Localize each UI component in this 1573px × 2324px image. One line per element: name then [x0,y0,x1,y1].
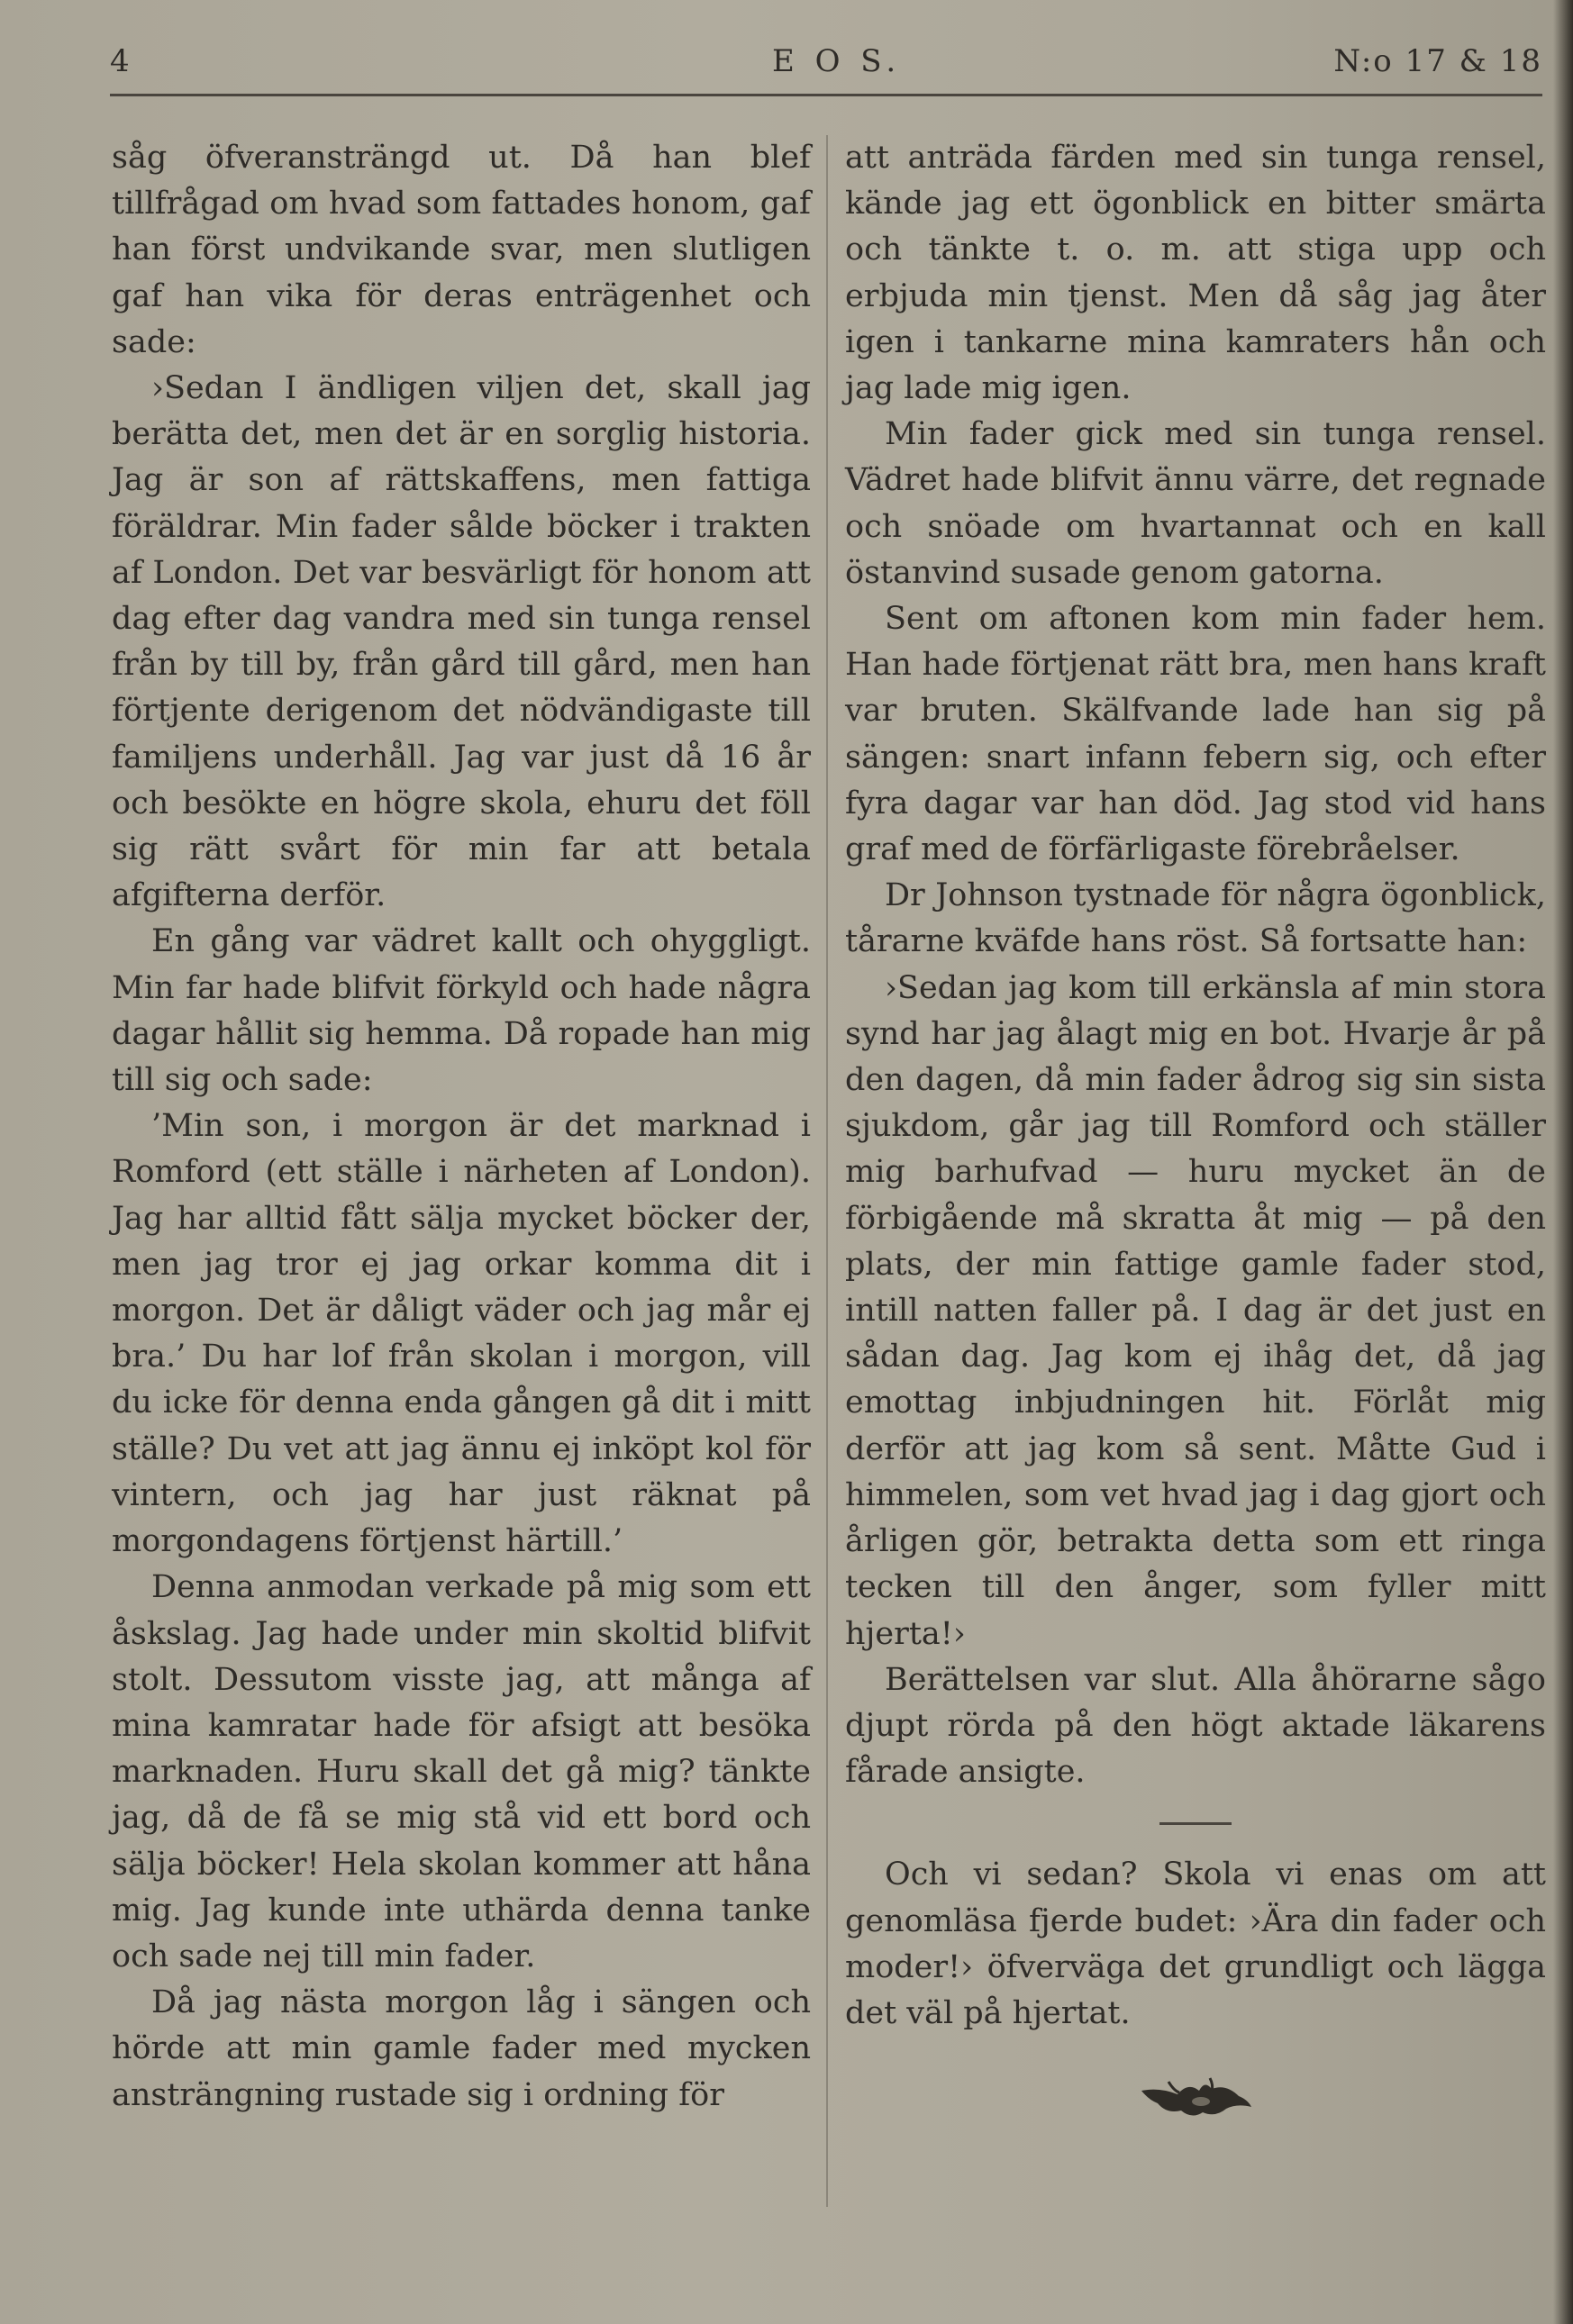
paragraph: Berättelsen var slut. Alla åhörarne sågo djupt rörda på den högt aktade läkarens fårade ansigte. [845,1661,1546,1791]
column-divider [826,135,828,2207]
header-rule [110,94,1542,96]
paragraph: Dr Johnson tystnade för några ögonblick, tårarne kväfde hans röst. Så fortsatte han: [845,877,1546,960]
publication-title: E O S. [772,43,902,79]
paragraph: En gång var vädret kallt och ohyggligt. Min far hade blifvit förkyld och hade några dagar hållit sig hemma. Då ropade han mig till sig och sade: [112,923,811,1099]
paragraph: Då jag nästa morgon låg i sängen och hörde att min gamle fader med mycken ansträngning rustade sig i ordning för [112,1984,811,2113]
paragraph: Sent om aftonen kom min fader hem. Han hade förtjenat rätt bra, men hans kraft var bruten. Skälfvande lade han sig på sängen: snart infann febern sig, och efter fyra dagar var han död. Jag stod vid hans graf med de förfärligaste förebråelser. [845,601,1546,868]
vignette-ornament-icon [1132,2064,1259,2127]
paragraph: ›Sedan jag kom till erkänsla af min stora synd har jag ålagt mig en bot. Hvarje år på den dagen, då min fader ådrog sig sin sista sjukdom, går jag till Romford och ställer mig barhufvad — huru mycket än de förbigående må skratta åt mig — på den plats, der min fattige gamle fader stod, intill natten faller på. I dag är det just en sådan dag. Jag kom ej ihåg det, då jag emottag inbjudningen hit. Förlåt mig derför att jag kom så sent. Måtte Gud i himmelen, som vet hvad jag i dag gjort och årligen gör, betrakta detta som ett ringa tecken till den ånger, som fyller mitt hjerta!› [845,969,1546,1652]
paragraph: Min fader gick med sin tunga rensel. Vädret hade blifvit ännu värre, det regnade och snöade om hvartannat och en kall östanvind susade genom gatorna. [845,416,1546,591]
issue-number: N:o 17 & 18 [1333,43,1542,79]
paragraph: Denna anmodan verkade på mig som ett åskslag. Jag hade under min skoltid blifvit stolt. Dessutom visste jag, att många af mina kamratar hade för afsigt att besöka marknaden. Huru skall det gå mig? tänkte jag, då de få se mig stå vid ett bord och sälja böcker! Hela skolan kommer att håna mig. Jag kunde inte uthärda denna tanke och sade nej till min fader. [112,1569,811,1974]
closing-paragraph: Och vi sedan? Skola vi enas om att genomläsa fjerde budet: ›Ära din fader och moder!› öfverväga det grundligt och lägga det väl på hjertat. [845,1856,1546,2031]
page-number: 4 [110,43,131,79]
paragraph: såg öfveransträngd ut. Då han blef tillfrågad om hvad som fattades honom, gaf han först undvikande svar, men slutligen gaf han vika för deras enträgenhet och sade: [112,140,811,360]
section-rule [1159,1822,1232,1825]
paragraph: att anträda färden med sin tunga rensel, kände jag ett ögonblick en bitter smärta och tänkte t. o. m. att stiga upp och erbjuda min tjenst. Men då såg jag åter igen i tankarne mina kamraters hån och jag lade mig igen. [845,140,1546,407]
page-header [110,43,1542,94]
left-column [112,135,811,2119]
paragraph: ›Sedan I ändligen viljen det, skall jag berätta det, men det är en sorglig historia. Jag är son af rättskaffens, men fattiga föräldrar. Min fader sålde böcker i trakten af London. Det var besvärligt för honom att dag efter dag vandra med sin tunga rensel från by till by, från gård till gård, men han förtjente derigenom det nödvändigaste till familjens underhåll. Jag var just då 16 år och besökte en högre skola, ehuru det föll sig rätt svårt för min far att betala afgifterna derför. [112,370,811,914]
paragraph: ’Min son, i morgon är det marknad i Romford (ett ställe i närheten af London). Jag har alltid fått sälja mycket böcker der, men jag tror ej jag orkar komma dit i morgon. Det är dåligt väder och jag mår ej bra.’ Du har lof från skolan i morgon, vill du icke för denna enda gången gå dit i mitt ställe? Du vet att jag ännu ej inköpt kol för vintern, och jag har just räknat på morgondagens förtjenst härtill.’ [112,1108,811,1560]
page-edge-shadow [1553,0,1573,2324]
right-column [845,135,1546,2127]
